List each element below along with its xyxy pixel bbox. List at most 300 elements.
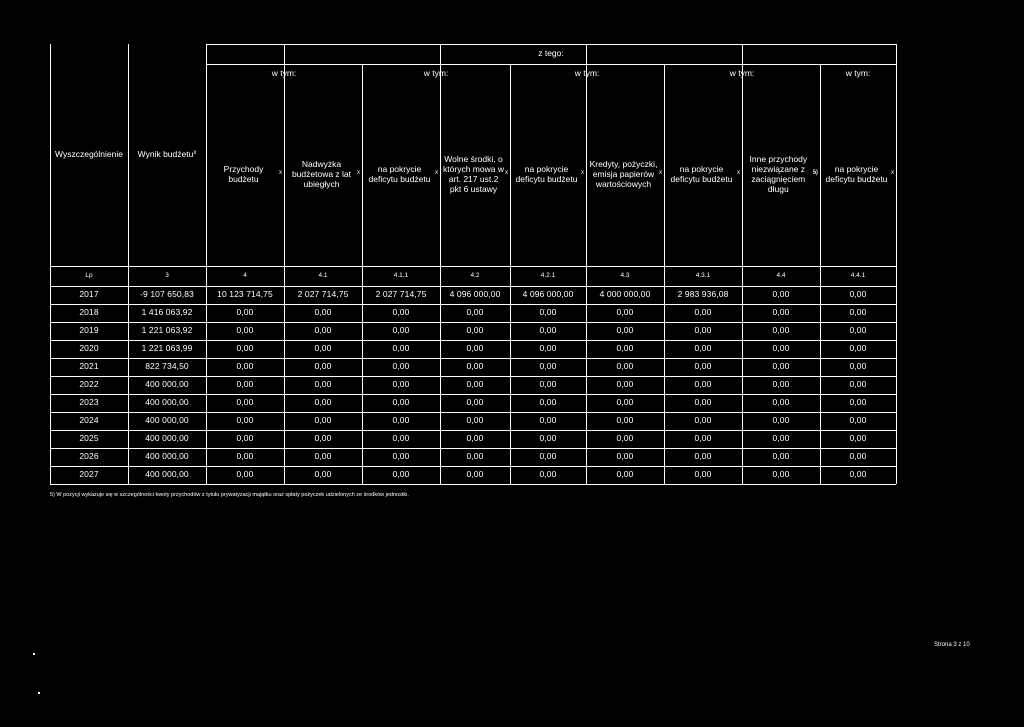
- table-cell-text: 0,00: [849, 415, 867, 426]
- table-cell: [664, 322, 742, 340]
- table-cell-text: 2 983 936,08: [677, 289, 729, 300]
- table-cell: [510, 304, 586, 322]
- column-number: [440, 266, 510, 286]
- table-cell-text: 0,00: [539, 343, 557, 354]
- table-cell: [206, 412, 284, 430]
- table-cell: [206, 376, 284, 394]
- table-cell-text: 0,00: [392, 397, 410, 408]
- page-number: Strona 3 z 10: [934, 642, 970, 648]
- table-cell: [206, 430, 284, 448]
- table-cell-text: 10 123 714,75: [217, 289, 273, 300]
- table-cell-text: 2 027 714,75: [297, 289, 349, 300]
- table-cell-text: 0,00: [539, 433, 557, 444]
- table-cell: [440, 394, 510, 412]
- column-header-text: Wyszczególnienie: [55, 149, 123, 160]
- table-cell-text: 0,00: [392, 433, 410, 444]
- table-cell: [206, 322, 284, 340]
- table-cell: [664, 358, 742, 376]
- table-cell: [820, 466, 896, 484]
- table-cell: [362, 430, 440, 448]
- budget-table: [50, 44, 896, 484]
- table-cell: [284, 466, 362, 484]
- table-cell: [206, 394, 284, 412]
- column-number: [510, 266, 586, 286]
- table-cell: [742, 394, 820, 412]
- table-cell-text: 0,00: [539, 397, 557, 408]
- table-cell-text: 0,00: [314, 451, 332, 462]
- table-cell-text: 0,00: [236, 343, 254, 354]
- column-header-text: Wolne środki, o których mowa w art. 217 ust.2 pkt 6 ustawy: [443, 154, 504, 194]
- column-number-text: 4.2: [470, 272, 480, 280]
- table-cell: [820, 340, 896, 358]
- column-header-text: Przychody budżetu: [223, 164, 264, 184]
- column-header: na pokrycie deficytu budżetu $^x$: [512, 84, 584, 266]
- table-cell-text: 0,00: [392, 415, 410, 426]
- row-year-text: 2023: [79, 397, 99, 408]
- table-cell: [128, 394, 206, 412]
- header-w-tym: [362, 64, 510, 84]
- table-cell-text: 0,00: [466, 433, 484, 444]
- table-cell: [206, 286, 284, 304]
- table-cell-text: 0,00: [694, 361, 712, 372]
- table-cell-text: 0,00: [849, 343, 867, 354]
- table-cell: [284, 358, 362, 376]
- column-header-text: Inne przychody niezwiązane z zaciągnięciem długu: [749, 154, 808, 194]
- table-cell: [742, 430, 820, 448]
- table-cell: [586, 286, 664, 304]
- table-cell: [362, 466, 440, 484]
- table-cell-text: 0,00: [849, 433, 867, 444]
- column-number-text: 4.1.1: [393, 272, 409, 280]
- table-cell-text: 0,00: [392, 379, 410, 390]
- table-cell-text: 0,00: [392, 361, 410, 372]
- column-header-text: Kredyty, pożyczki, emisja papierów wartościowych: [589, 159, 658, 189]
- table-cell: [128, 322, 206, 340]
- table-cell: [362, 286, 440, 304]
- table-cell: [742, 340, 820, 358]
- table-cell-text: 0,00: [539, 415, 557, 426]
- table-cell: [362, 394, 440, 412]
- table-cell-text: 0,00: [539, 361, 557, 372]
- table-cell-text: 0,00: [466, 325, 484, 336]
- table-cell-text: 0,00: [314, 343, 332, 354]
- column-number: [284, 266, 362, 286]
- header-w-tym-text: w tym:: [729, 68, 755, 79]
- column-number: [206, 266, 284, 286]
- table-cell-text: 0,00: [236, 325, 254, 336]
- table-cell: [664, 304, 742, 322]
- table-cell: [742, 466, 820, 484]
- table-cell-text: 0,00: [694, 415, 712, 426]
- table-cell: [284, 394, 362, 412]
- table-cell: [510, 340, 586, 358]
- table-cell: [440, 412, 510, 430]
- table-cell-text: 0,00: [616, 361, 634, 372]
- table-cell: [128, 412, 206, 430]
- table-cell: [820, 412, 896, 430]
- table-cell: [362, 412, 440, 430]
- row-year-text: 2017: [79, 289, 99, 300]
- table-cell-text: 0,00: [694, 451, 712, 462]
- table-cell-text: 0,00: [314, 433, 332, 444]
- column-header: Wolne środki, o których mowa w art. 217 ust.2 pkt 6 ustawy $^x$: [443, 154, 508, 194]
- column-number: [50, 266, 128, 286]
- table-cell: [440, 358, 510, 376]
- row-year-text: 2024: [79, 415, 99, 426]
- table-cell-text: 0,00: [236, 451, 254, 462]
- column-header: Kredyty, pożyczki, emisja papierów wartościowych $^x$: [589, 159, 662, 189]
- table-cell: [586, 304, 664, 322]
- table-cell-text: 0,00: [616, 415, 634, 426]
- row-year-text: 2025: [79, 433, 99, 444]
- table-cell: [742, 286, 820, 304]
- table-cell: [742, 412, 820, 430]
- table-cell-text: 0,00: [466, 397, 484, 408]
- table-cell: [510, 430, 586, 448]
- table-cell: [586, 430, 664, 448]
- table-cell-text: 0,00: [314, 325, 332, 336]
- table-cell-text: 400 000,00: [145, 397, 189, 408]
- table-cell-text: 0,00: [236, 397, 254, 408]
- row-year: [50, 358, 128, 376]
- table-cell: [284, 322, 362, 340]
- column-header-text: na pokrycie deficytu budżetu: [825, 164, 888, 184]
- table-cell: [128, 430, 206, 448]
- table-cell: [440, 322, 510, 340]
- table-cell-text: 0,00: [616, 433, 634, 444]
- table-cell-text: 0,00: [466, 415, 484, 426]
- table-cell-text: 0,00: [616, 325, 634, 336]
- table-cell-text: 400 000,00: [145, 433, 189, 444]
- column-header: Nadwyżka budżetowa z lat ubiegłych $^x$: [286, 84, 360, 266]
- row-year-text: 2020: [79, 343, 99, 354]
- table-cell: [440, 304, 510, 322]
- table-cell-text: 0,00: [392, 307, 410, 318]
- table-cell-text: 400 000,00: [145, 415, 189, 426]
- table-cell: [742, 448, 820, 466]
- table-cell: [742, 304, 820, 322]
- table-cell: [586, 376, 664, 394]
- column-number-text: 4.4.1: [850, 272, 866, 280]
- table-cell-text: 0,00: [314, 415, 332, 426]
- table-cell-text: 0,00: [392, 343, 410, 354]
- row-year: [50, 430, 128, 448]
- table-cell: [820, 394, 896, 412]
- table-cell: [440, 286, 510, 304]
- row-year: [50, 394, 128, 412]
- table-cell-text: 1 221 063,92: [141, 325, 193, 336]
- column-header: [52, 44, 126, 266]
- column-number-text: 4.1: [318, 272, 328, 280]
- table-cell: [440, 466, 510, 484]
- table-cell-text: 0,00: [466, 379, 484, 390]
- table-cell: [284, 376, 362, 394]
- rule-col: [896, 44, 897, 484]
- table-cell: [820, 286, 896, 304]
- table-cell: [362, 340, 440, 358]
- table-cell: [664, 448, 742, 466]
- column-header-text: na pokrycie deficytu budżetu: [670, 164, 733, 184]
- column-number-text: 4.3: [620, 272, 630, 280]
- table-cell-text: 822 734,50: [145, 361, 189, 372]
- table-cell: [664, 466, 742, 484]
- table-cell-text: 0,00: [539, 325, 557, 336]
- column-number-text: 4.3.1: [695, 272, 711, 280]
- row-year: [50, 286, 128, 304]
- table-cell-text: 0,00: [392, 325, 410, 336]
- table-cell: [510, 466, 586, 484]
- table-cell-text: 0,00: [694, 397, 712, 408]
- table-cell-text: 0,00: [616, 451, 634, 462]
- rule-row: [50, 484, 896, 485]
- table-cell-text: 0,00: [392, 451, 410, 462]
- column-number: [664, 266, 742, 286]
- table-cell: [284, 304, 362, 322]
- table-cell: [362, 304, 440, 322]
- header-w-tym-text: w tym:: [845, 68, 871, 79]
- row-year: [50, 304, 128, 322]
- table-cell: [206, 304, 284, 322]
- header-w-tym: [820, 64, 896, 84]
- table-cell: [820, 322, 896, 340]
- row-year-text: 2019: [79, 325, 99, 336]
- table-cell: [128, 448, 206, 466]
- column-number: [820, 266, 896, 286]
- table-cell: [586, 322, 664, 340]
- table-cell: [440, 430, 510, 448]
- column-number: [742, 266, 820, 286]
- table-cell: [128, 466, 206, 484]
- table-cell-text: 2 027 714,75: [375, 289, 427, 300]
- table-cell-text: 1 221 063,99: [141, 343, 193, 354]
- column-header-text: Nadwyżka budżetowa z lat ubiegłych: [291, 159, 352, 189]
- table-cell: [820, 376, 896, 394]
- table-cell: [586, 394, 664, 412]
- table-cell-text: 0,00: [314, 361, 332, 372]
- header-w-tym-text: w tym:: [423, 68, 449, 79]
- table-cell: [510, 322, 586, 340]
- table-cell-text: 1 416 063,92: [141, 307, 193, 318]
- table-cell: [586, 466, 664, 484]
- column-header: Wynik budżetu $^x$: [137, 149, 197, 160]
- table-cell: [206, 340, 284, 358]
- table-cell-text: 0,00: [849, 379, 867, 390]
- table-cell: [362, 322, 440, 340]
- table-cell: [362, 358, 440, 376]
- table-cell-text: 0,00: [849, 361, 867, 372]
- column-header-text: Wynik budżetu: [137, 149, 194, 160]
- table-cell-text: 0,00: [772, 307, 790, 318]
- header-w-tym-text: w tym:: [574, 68, 600, 79]
- table-cell: [586, 340, 664, 358]
- table-cell-text: 0,00: [694, 469, 712, 480]
- row-year: [50, 448, 128, 466]
- table-cell-text: 0,00: [314, 469, 332, 480]
- table-cell: [206, 358, 284, 376]
- header-z-tego-text: z tego:: [538, 48, 564, 59]
- table-cell: [664, 430, 742, 448]
- table-cell: [742, 376, 820, 394]
- table-cell-text: 0,00: [772, 325, 790, 336]
- table-cell-text: 0,00: [616, 397, 634, 408]
- row-year-text: 2022: [79, 379, 99, 390]
- table-cell-text: 0,00: [694, 379, 712, 390]
- table-cell-text: 0,00: [694, 433, 712, 444]
- row-year-text: 2021: [79, 361, 99, 372]
- column-number: [128, 266, 206, 286]
- table-cell: [128, 340, 206, 358]
- column-header-text: na pokrycie deficytu budżetu: [515, 164, 578, 184]
- table-cell-text: 0,00: [539, 469, 557, 480]
- table-cell-text: 0,00: [314, 307, 332, 318]
- table-cell-text: 0,00: [849, 469, 867, 480]
- table-cell: [128, 286, 206, 304]
- table-cell: [586, 412, 664, 430]
- table-cell: [284, 340, 362, 358]
- row-year: [50, 412, 128, 430]
- table-cell-text: 0,00: [539, 307, 557, 318]
- table-cell: [440, 376, 510, 394]
- table-cell-text: 0,00: [392, 469, 410, 480]
- table-cell-text: 4 096 000,00: [522, 289, 574, 300]
- table-cell: [664, 286, 742, 304]
- column-number: [586, 266, 664, 286]
- table-cell-text: 0,00: [466, 307, 484, 318]
- table-cell-text: 400 000,00: [145, 379, 189, 390]
- table-cell-text: 0,00: [616, 379, 634, 390]
- row-year-text: 2026: [79, 451, 99, 462]
- column-header: Inne przychody niezwiązane z zaciągnięciem długu $^{5) x}$: [744, 84, 818, 266]
- table-cell-text: 0,00: [616, 307, 634, 318]
- table-cell-text: 0,00: [849, 451, 867, 462]
- table-cell-text: 0,00: [772, 433, 790, 444]
- table-cell: [820, 358, 896, 376]
- table-cell-text: 0,00: [772, 451, 790, 462]
- table-cell: [664, 394, 742, 412]
- header-w-tym-text: w tym:: [271, 68, 297, 79]
- table-cell-text: 0,00: [616, 343, 634, 354]
- table-cell: [510, 394, 586, 412]
- table-cell: [510, 448, 586, 466]
- table-cell-text: 0,00: [236, 361, 254, 372]
- table-cell-text: 0,00: [694, 325, 712, 336]
- table-cell: [206, 466, 284, 484]
- table-cell: [128, 358, 206, 376]
- table-cell-text: 0,00: [694, 307, 712, 318]
- table-cell-text: 0,00: [236, 307, 254, 318]
- column-header-text: na pokrycie deficytu budżetu: [368, 164, 431, 184]
- table-cell: [284, 412, 362, 430]
- column-number-text: 4: [243, 272, 247, 280]
- table-cell-text: 0,00: [466, 451, 484, 462]
- table-cell-text: 0,00: [466, 343, 484, 354]
- table-cell-text: 0,00: [466, 469, 484, 480]
- row-year-text: 2018: [79, 307, 99, 318]
- table-cell: [586, 358, 664, 376]
- table-cell-text: 0,00: [772, 361, 790, 372]
- stray-mark: [33, 653, 35, 655]
- footnote: 5) W pozycji wykazuje się w szczególności kwoty przychodów z tytułu prywatyzacji majątku oraz spłaty pożyczek udzielonych ze środków jednostki.: [50, 492, 409, 498]
- header-w-tym: [206, 64, 362, 84]
- column-number-text: Lp: [85, 272, 93, 280]
- table-cell: [128, 376, 206, 394]
- table-cell-text: 0,00: [849, 397, 867, 408]
- table-cell: [510, 376, 586, 394]
- table-cell: [128, 304, 206, 322]
- table-cell-text: 0,00: [236, 415, 254, 426]
- table-cell-text: 0,00: [539, 379, 557, 390]
- table-cell-text: 0,00: [236, 433, 254, 444]
- table-cell: [820, 448, 896, 466]
- row-year: [50, 466, 128, 484]
- table-cell: [664, 340, 742, 358]
- column-number-text: 4.4: [776, 272, 786, 280]
- row-year: [50, 376, 128, 394]
- table-cell-text: 4 096 000,00: [449, 289, 501, 300]
- header-w-tym: [664, 64, 820, 84]
- table-cell-text: 0,00: [772, 397, 790, 408]
- table-cell: [284, 448, 362, 466]
- table-cell-text: 0,00: [314, 379, 332, 390]
- table-cell-text: 400 000,00: [145, 451, 189, 462]
- table-cell-text: 0,00: [466, 361, 484, 372]
- table-cell-text: 0,00: [314, 397, 332, 408]
- table-cell-text: 0,00: [772, 379, 790, 390]
- column-number: [362, 266, 440, 286]
- table-cell: [510, 412, 586, 430]
- row-year: [50, 322, 128, 340]
- column-number-text: 3: [165, 272, 169, 280]
- row-year: [50, 340, 128, 358]
- table-cell: [362, 376, 440, 394]
- table-cell-text: 0,00: [849, 325, 867, 336]
- table-cell-text: 0,00: [616, 469, 634, 480]
- column-header: na pokrycie deficytu budżetu $^x$: [666, 84, 740, 266]
- column-number-text: 4.2.1: [540, 272, 556, 280]
- table-cell: [664, 376, 742, 394]
- table-cell-text: 0,00: [772, 469, 790, 480]
- table-cell: [284, 286, 362, 304]
- table-cell-text: 0,00: [772, 415, 790, 426]
- table-cell: [362, 448, 440, 466]
- row-year-text: 2027: [79, 469, 99, 480]
- header-z-tego: [206, 44, 896, 64]
- table-cell: [440, 448, 510, 466]
- column-header: na pokrycie deficytu budżetu $^x$: [822, 84, 894, 266]
- table-cell: [742, 322, 820, 340]
- table-cell: [664, 412, 742, 430]
- table-cell: [284, 430, 362, 448]
- table-cell-text: 0,00: [236, 379, 254, 390]
- table-cell: [440, 340, 510, 358]
- table-cell: [820, 430, 896, 448]
- table-cell-text: 0,00: [236, 469, 254, 480]
- stray-mark: [38, 692, 40, 694]
- table-cell-text: 4 000 000,00: [599, 289, 651, 300]
- column-header: na pokrycie deficytu budżetu $^x$: [364, 84, 438, 266]
- table-cell: [510, 286, 586, 304]
- table-cell-text: 0,00: [539, 451, 557, 462]
- table-cell: [586, 448, 664, 466]
- table-cell: [742, 358, 820, 376]
- table-cell: [510, 358, 586, 376]
- table-cell-text: 0,00: [849, 307, 867, 318]
- table-cell-text: -9 107 650,83: [140, 289, 194, 300]
- table-cell: [206, 448, 284, 466]
- table-cell: [820, 304, 896, 322]
- table-cell-text: 0,00: [694, 343, 712, 354]
- table-cell-text: 0,00: [849, 289, 867, 300]
